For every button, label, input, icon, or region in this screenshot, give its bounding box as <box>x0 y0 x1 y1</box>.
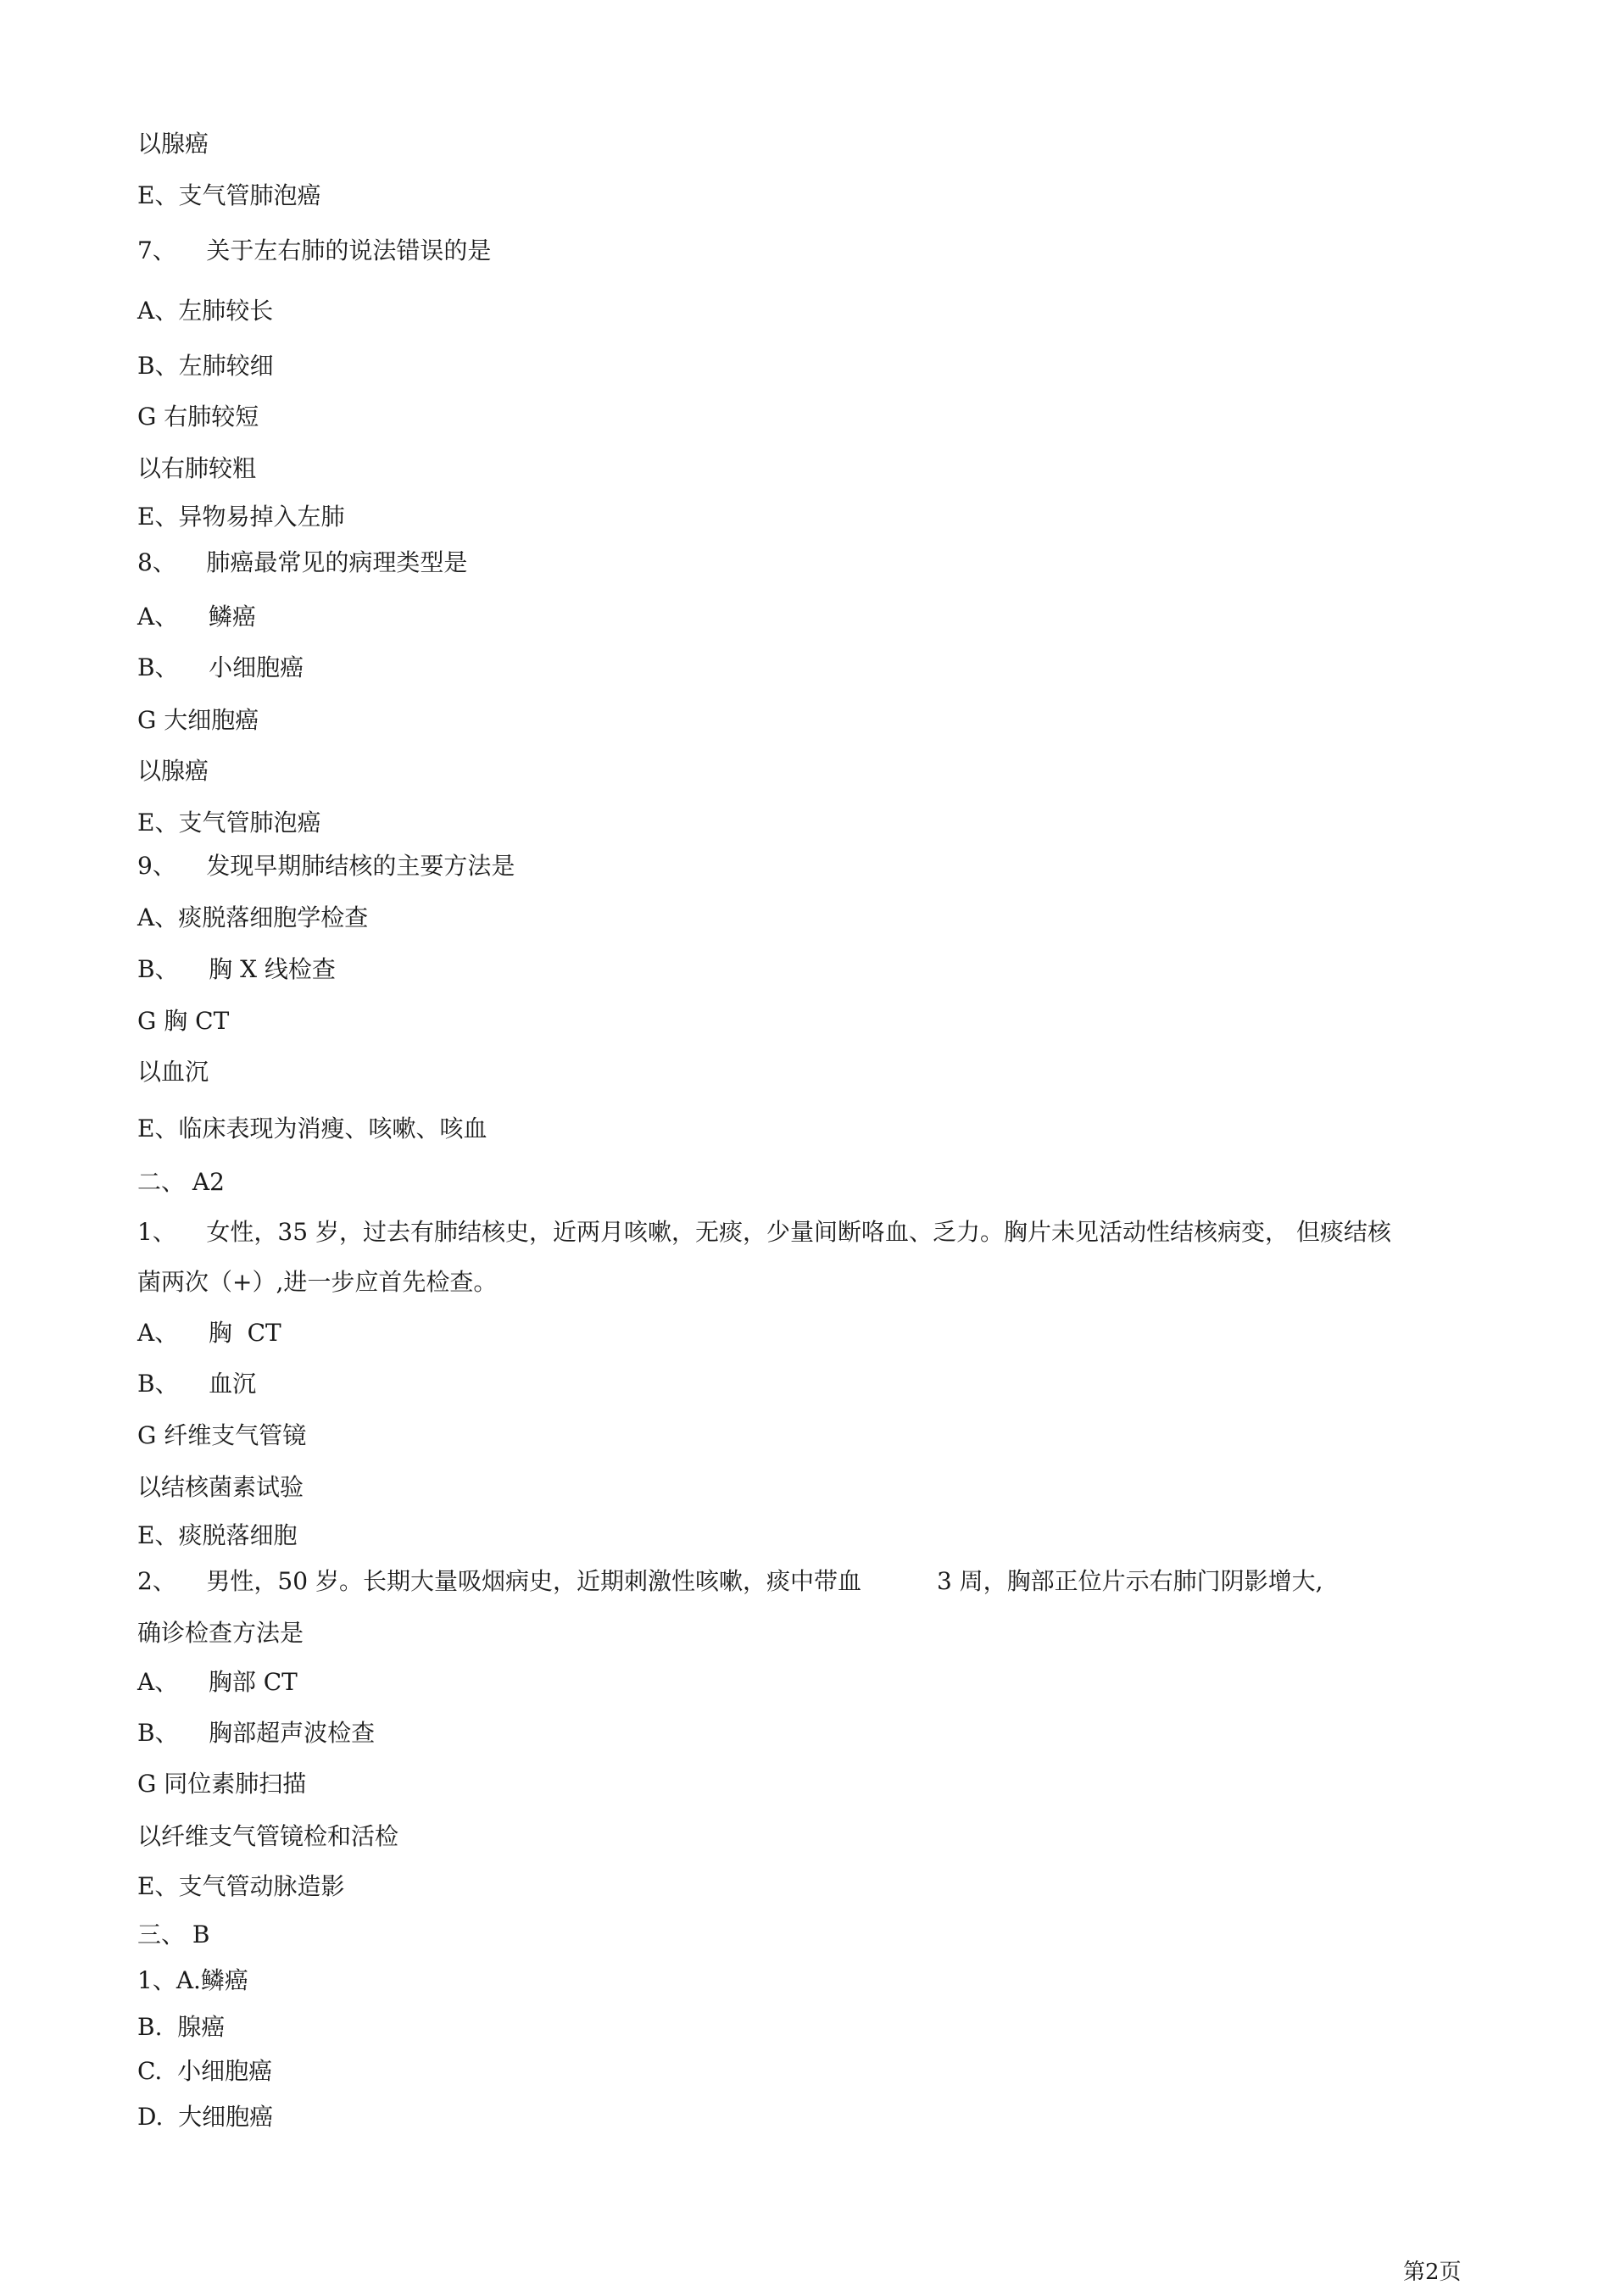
text-line: G 大细胞癌 <box>137 706 259 734</box>
text-line: B、 胸 X 线检查 <box>137 955 336 983</box>
text-line: 菌两次（+）,进一步应首先检查。 <box>137 1268 498 1296</box>
text-line: 以右肺较粗 <box>137 454 257 482</box>
text-line: A、 胸部 CT <box>137 1668 298 1696</box>
text-line: B. 腺癌 <box>137 2013 226 2041</box>
text-line: G 胸 CT <box>137 1007 230 1035</box>
text-line: G 纤维支气管镜 <box>137 1421 307 1449</box>
text-line: B、 小细胞癌 <box>137 653 304 681</box>
section-heading: 三、 B <box>137 1921 210 1949</box>
text-line: G 右肺较短 <box>137 403 259 431</box>
text-line: 以纤维支气管镜检和活检 <box>137 1822 399 1850</box>
text-line: 1、 女性，35 岁，过去有肺结核史，近两月咳嗽，无痰，少量间断咯血、乏力。胸片未见活动性结核病变， 但痰结核 <box>137 1218 1391 1246</box>
text-line: A、 鳞癌 <box>137 603 256 631</box>
text-line: 7、 关于左右肺的说法错误的是 <box>137 236 492 264</box>
text-line: E、支气管动脉造影 <box>137 1872 345 1900</box>
text-line: A、左肺较长 <box>137 297 274 325</box>
text-line: 2、 男性，50 岁。长期大量吸烟病史，近期刺激性咳嗽，痰中带血 3 周，胸部正位片示右肺门阴影增大, <box>137 1567 1323 1595</box>
text-line: E、痰脱落细胞 <box>137 1521 298 1549</box>
text-line: B、左肺较细 <box>137 352 274 380</box>
text-line: 以结核菌素试验 <box>137 1473 304 1501</box>
text-line: B、 胸部超声波检查 <box>137 1719 376 1747</box>
text-line: C. 小细胞癌 <box>137 2057 273 2085</box>
text-line: 1、A.鳞癌 <box>137 1966 248 1994</box>
text-line: D. 大细胞癌 <box>137 2103 274 2131</box>
text-line: 8、 肺癌最常见的病理类型是 <box>137 548 468 576</box>
text-line: E、异物易掉入左肺 <box>137 503 345 531</box>
text-line: 以腺癌 <box>137 757 209 785</box>
text-line: 以血沉 <box>137 1058 209 1086</box>
text-line: 确诊检查方法是 <box>137 1619 304 1647</box>
text-line: A、痰脱落细胞学检查 <box>137 903 369 931</box>
text-line: 9、 发现早期肺结核的主要方法是 <box>137 852 515 880</box>
section-heading: 二、 A2 <box>137 1168 225 1196</box>
text-line: A、 胸 CT <box>137 1319 281 1347</box>
page-number: 第2页 <box>1403 2260 1462 2285</box>
text-line: E、临床表现为消瘦、咳嗽、咳血 <box>137 1115 487 1142</box>
text-line: G 同位素肺扫描 <box>137 1770 307 1798</box>
text-line: E、支气管肺泡癌 <box>137 181 321 209</box>
text-line: 以腺癌 <box>137 130 209 158</box>
text-line: E、支气管肺泡癌 <box>137 809 321 837</box>
text-line: B、 血沉 <box>137 1370 257 1398</box>
